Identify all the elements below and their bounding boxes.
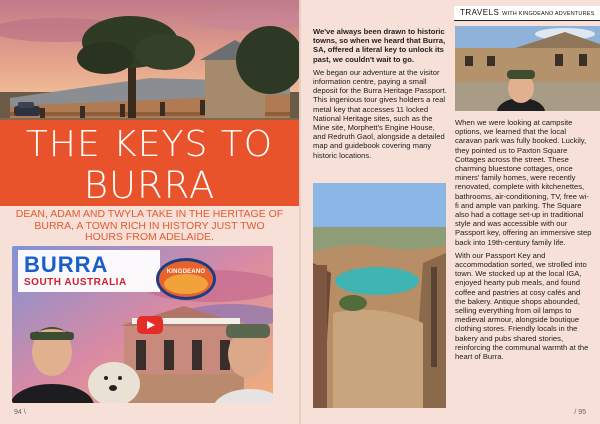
- section-subtitle: WITH KINGDEANO ADVENTURES: [502, 11, 595, 17]
- headline-line-1: THE KEYS TO: [25, 124, 274, 165]
- page-number-right: / 95: [574, 409, 586, 416]
- badge-text: KINGDEANO: [166, 269, 206, 275]
- right-page: [301, 0, 600, 424]
- body-column-1: [313, 27, 449, 164]
- body-paragraph: When we were looking at campsite options, we learned that the local caravan park was fully booked. Luckily, they pointed us to Paxton Square Cottages across the street. These charming bluestone cottages, once miners' family homes, were recently renovated, complete with kitchenettes, bathrooms, air-conditioning, TV, free wi-fi and ample van parking. The Square also had a cottage set-up in traditional style and was accessible with our Passport key, offering an immersive step back into 19th-century family life.: [455, 118, 592, 247]
- video-thumbnail[interactable]: [12, 246, 273, 403]
- standfirst: DEAN, ADAM AND TWYLA TAKE IN THE HERITAGE OF BURRA, A TOWN RICH IN HISTORY JUST TWO HOURS FROM ADELAIDE.: [15, 208, 284, 243]
- photo-mine-lake: [313, 183, 446, 408]
- play-button-icon[interactable]: [137, 316, 163, 334]
- body-paragraph: With our Passport Key and accommodation sorted, we strolled into town. We stocked up at the local IGA, enjoyed hearty pub meals, and found coffee and pastries at cosy cafés and the bakery. Antique shops abounded, selling everything from oil lamps to medieval armour, alongside boutique clothing stores. Friendly locals in the bakery and pubs shared stories, reinforcing the communal warmth at the heart of Burra.: [455, 250, 589, 362]
- video-heading: BURRA: [24, 252, 109, 277]
- title-band: [0, 120, 299, 206]
- section-header-text: [460, 8, 595, 17]
- body-paragraph: We began our adventure at the visitor information centre, paying a small deposit for the Burra Heritage Passport. This ingenious tour gives holders a real metal key that accesses 11 locked National Heritage sites, such as the Mine site, Morphett's Engine House, and Redruth Gaol, alongside a detailed map and guidebook covering many historic locations.: [313, 67, 447, 160]
- kingdeano-badge-logo: [155, 256, 217, 302]
- left-page: [0, 0, 299, 424]
- intro-paragraph: We've always been drawn to historic towns, so when we heard that Burra, SA, offered a literal key to unlock its past, we couldn't wait to go.: [313, 27, 446, 64]
- photo-cottage-selfie: [455, 26, 600, 111]
- page-number-left: 94 \: [14, 409, 26, 416]
- hero-photo-cottages-sunset: [0, 0, 299, 128]
- body-column-2: [455, 118, 592, 365]
- headline-line-2: BURRA: [83, 164, 216, 207]
- section-title: TRAVELS: [460, 8, 500, 17]
- section-header: [454, 6, 600, 21]
- video-subheading: SOUTH AUSTRALIA: [24, 277, 127, 288]
